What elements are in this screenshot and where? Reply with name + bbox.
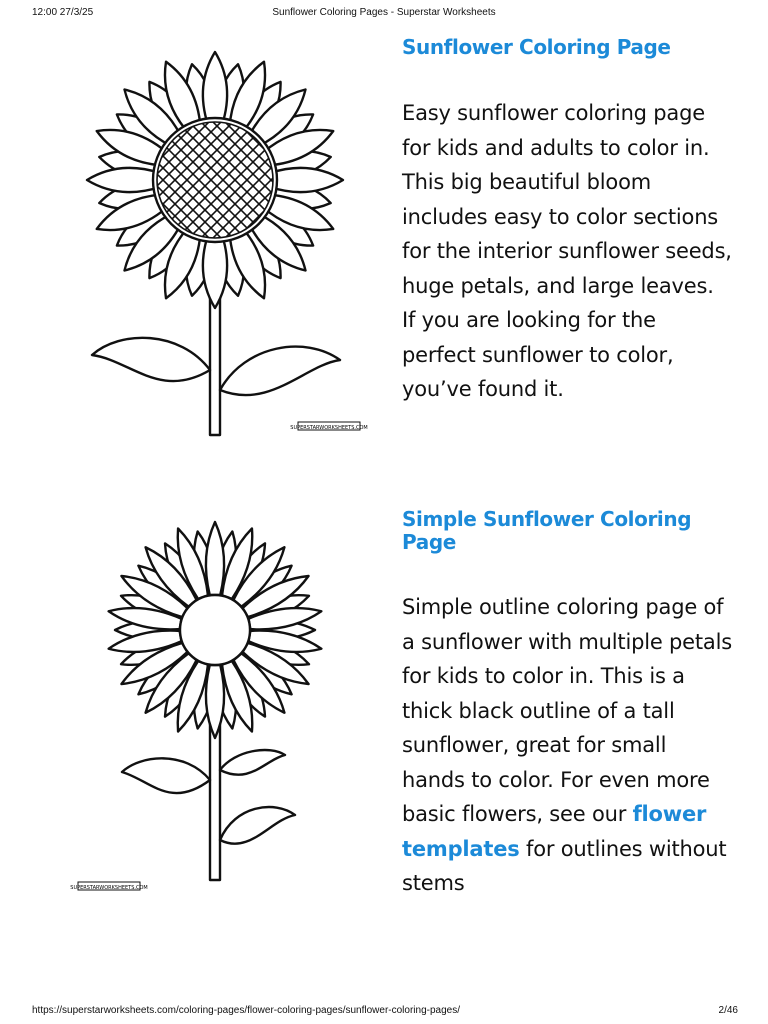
print-header xyxy=(0,0,768,26)
petal xyxy=(203,52,227,125)
leaf xyxy=(92,338,210,381)
petal xyxy=(87,168,160,192)
print-timestamp: 12:00 27/3/25 xyxy=(32,7,94,18)
description-text-start: Simple outline coloring page of a sunflower with multiple petals for kids to color in. This is a thick black outline of a tall sunflower, great for small hands to color. For even more basic flowers, see our xyxy=(402,595,732,826)
petal xyxy=(270,168,343,192)
section-description-simple-sunflower-coloring-page xyxy=(402,590,732,901)
leaf xyxy=(220,347,340,395)
description-text-end: for outlines without stems xyxy=(402,836,727,895)
flower-templates-link[interactable]: flower templates xyxy=(402,802,707,861)
section-heading-simple-sunflower-coloring-page: Simple Sunflower Coloring Page xyxy=(402,507,692,554)
print-footer xyxy=(0,998,768,1024)
page-number: 2/46 xyxy=(718,1005,738,1016)
watermark-text: SUPERSTARWORKSHEETS.COM xyxy=(70,885,148,891)
petal xyxy=(203,235,227,308)
leaf xyxy=(220,750,285,775)
print-page-title: Sunflower Coloring Pages - Superstar Worksheets xyxy=(272,7,496,18)
flower-center xyxy=(180,595,250,665)
petal xyxy=(206,522,224,595)
sunflower-coloring-image xyxy=(60,40,380,440)
leaf xyxy=(122,758,210,793)
watermark-text: SUPERSTARWORKSHEETS.COM xyxy=(290,425,368,431)
section-description-sunflower-coloring-page: Easy sunflower coloring page for kids and adults to color in. This big beautiful bloom includes easy to color sections for the interior sunflower seeds, huge petals, and large leaves. If you are looking for the perfect sunflower to color, you’ve found it. xyxy=(402,101,732,401)
section-heading-sunflower-coloring-page: Sunflower Coloring Page xyxy=(402,35,671,59)
sunflower-illustration xyxy=(60,40,380,440)
page-url: https://superstarworksheets.com/coloring-pages/flower-coloring-pages/sunflower-coloring-pages/ xyxy=(32,1005,460,1016)
leaf xyxy=(220,807,295,844)
petal xyxy=(206,665,224,738)
simple-sunflower-illustration xyxy=(70,510,370,900)
simple-sunflower-coloring-image xyxy=(70,510,370,900)
